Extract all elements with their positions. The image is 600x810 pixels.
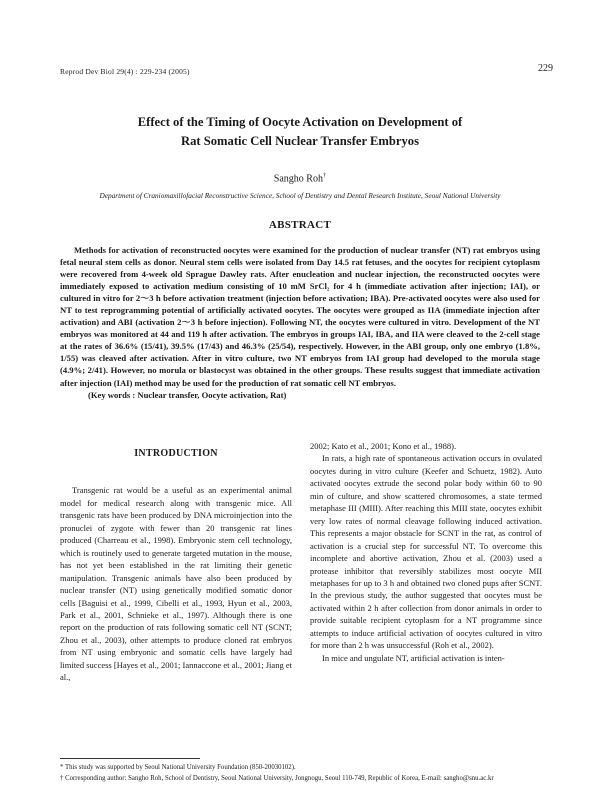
author-line xyxy=(60,172,540,184)
footnote-rule xyxy=(60,758,200,759)
footnote-funding: * This study was supported by Seoul National University Foundation (850-20030102). xyxy=(60,764,296,771)
abstract-body xyxy=(60,244,540,401)
right-column xyxy=(310,440,542,664)
footnote-corresponding: † Corresponding author: Sangho Roh, School of Dentistry, Seoul National University, Jongnogu, Seoul 110-749, Republic of Korea, E-mail: sangho@snu.ac.kr xyxy=(60,774,494,782)
paper-title xyxy=(60,113,540,151)
abstract-text: Methods for activation of reconstructed oocytes were examined for the production of nuclear transfer (NT) rat embryos using fetal neural stem cells as donor. Neural stem cells were isolated from Day 14.5 rat fetuses, and the oocytes for recipient cytoplasm were recovered from 4-week old Sprague Dawley rats. After enucleation and nuclear injection, the reconstructed oocytes were immediately exposed to activation medium consisting of 10 mM SrCl₂ for 4 h (immediate activation after injection; IAI), or cultured in vitro for 2～3 h before activation treatment (injection before activation; IBA). Pre-activated oocytes were also used for NT to test reprogramming potential of artificially activated oocytes. The oocytes were grouped as IIA (immediate injection after activation) and ABI (activation 2～3 h before injection). Following NT, the oocytes were cultured in vitro. Development of the NT embryos was monitored at 44 and 119 h after activation. The embryos in groups IAI, IBA, and IIA were cleaved to the 2-cell stage at the rates of 36.6% (15/41), 39.5% (17/43) and 46.3% (25/54), respectively. However, in the ABI group, only one embryo (1.8%, 1/55) was cleaved after activation. After in vitro culture, two NT embryos from IAI group had developed to the morula stage (4.9%; 2/41). However, no morula or blastocyst was obtained in the other groups. These results suggest that immediate activation after injection (IAI) method may be used for the production of rat somatic cell NT embryos. xyxy=(60,245,540,388)
author-name: Sangho Roh xyxy=(273,173,323,185)
title-line-2: Rat Somatic Cell Nuclear Transfer Embryos xyxy=(181,134,419,148)
affiliation: Department of Craniomaxillofacial Reconstructive Science, School of Dentistry and Dental Research Institute, Seoul National University xyxy=(99,191,501,200)
intro-paragraph-continued: 2002; Kato et al., 2001; Kono et al., 1988). xyxy=(310,441,457,451)
footnotes xyxy=(60,763,545,784)
intro-paragraph-2: In rats, a high rate of spontaneous activation occurs in ovulated oocytes during in vitro culture (Keefer and Schuetz, 1982). Auto activated oocytes extrude the second polar body within 60 to 90 min of culture, and show scattered chromosomes, a state termed metaphase III (MIII). After reaching this MIII state, oocytes exhibit very low rates of normal cleavage following induced activation. This represents a major obstacle for SCNT in the rat, as control of activation is a crucial step for successful NT. To overcome this incomplete and abortive activation, Zhou et al. (2003) used a protease inhibitor that reversibly stabilizes most oocyte MII metaphases for up to 3 h and obtained two cloned pups after SCNT. In the previous study, the author suggested that oocytes must be activated within 2 h after collection from donor animals in order to provide suitable recipient cytoplasm for a NT programme since attempts to induce artificial activation of oocytes cultured in vitro for more than 2 h was unsuccessful (Roh et al., 2002). xyxy=(310,453,542,651)
page-number: 229 xyxy=(538,63,553,74)
title-line-1: Effect of the Timing of Oocyte Activation on Development of xyxy=(137,115,463,129)
author-mark: † xyxy=(322,172,327,179)
left-column xyxy=(60,440,292,684)
journal-citation: Reprod Dev Biol 29(4) : 229-234 (2005) xyxy=(60,67,190,76)
abstract-heading: ABSTRACT xyxy=(268,219,332,231)
intro-paragraph-1: Transgenic rat would be a useful as an experimental animal model for medical research along with transgenic mice. All transgenic rats have been produced by DNA microinjection into the pronuclei of zygote with fewer than 20 transgenic rat lines produced (Charreau et al., 1998). Embryonic stem cell technology, which is routinely used to generate targeted mutation in the mouse, has not yet been established in the rat limiting their genetic manipulation. Transgenic animals have also been produced by nuclear transfer (NT) using genetically modified somatic donor cells [Baguisi et al., 1999, Cibelli et al., 1993, Hyun et al., 2003, Park et al., 2001, Schnieke et al., 1997). Although there is one report on the production of rats following somatic cell NT (SCNT; Zhou et al., 2003), other attempts to produce cloned rat embryos from NT using embryonic and somatic cells have largely had limited success [Hayes et al., 2001; Iannaccone et al., 2001; Jiang et al., xyxy=(60,485,292,683)
keywords: (Key words : Nuclear transfer, Oocyte activation, Rat) xyxy=(88,389,287,400)
introduction-heading: INTRODUCTION xyxy=(134,448,218,459)
intro-paragraph-3: In mice and ungulate NT, artificial activation is inten- xyxy=(322,652,505,663)
